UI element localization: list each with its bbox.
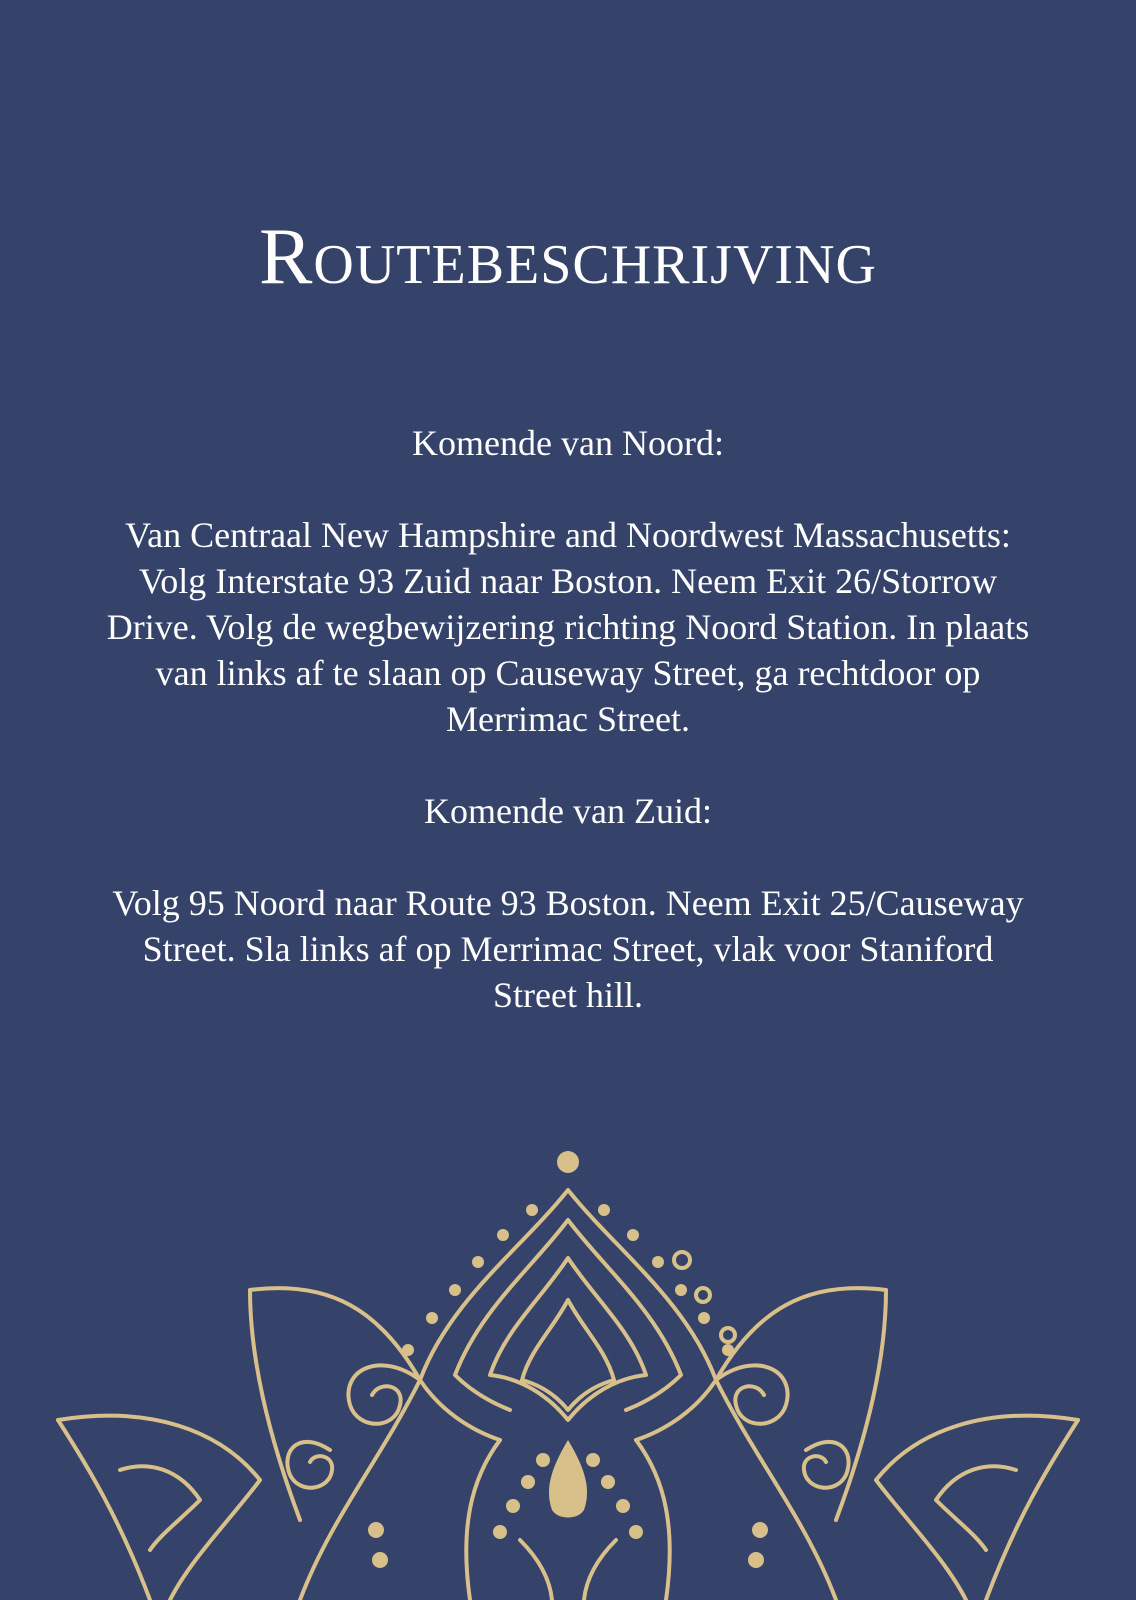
lotus-mandala-icon [0,1140,1136,1600]
section-text-north: Van Centraal New Hampshire and Noordwest Massachusetts: Volg Interstate 93 Zuid naar Boston. Neem Exit 26/Storrow Drive. Volg de wegbewijzering richting Noord Station. In plaats van links af te slaan op Causeway Street, ga rechtdoor op Merrimac Street. [106,515,1030,739]
page-title: Routebeschrijving [259,213,877,301]
section-heading-south: Komende van Zuid: [424,791,712,831]
section-text-south: Volg 95 Noord naar Route 93 Boston. Neem Exit 25/Causeway Street. Sla links af op Merrimac Street, vlak voor Staniford Street hill. [112,883,1024,1015]
section-heading-north: Komende van Noord: [412,423,724,463]
